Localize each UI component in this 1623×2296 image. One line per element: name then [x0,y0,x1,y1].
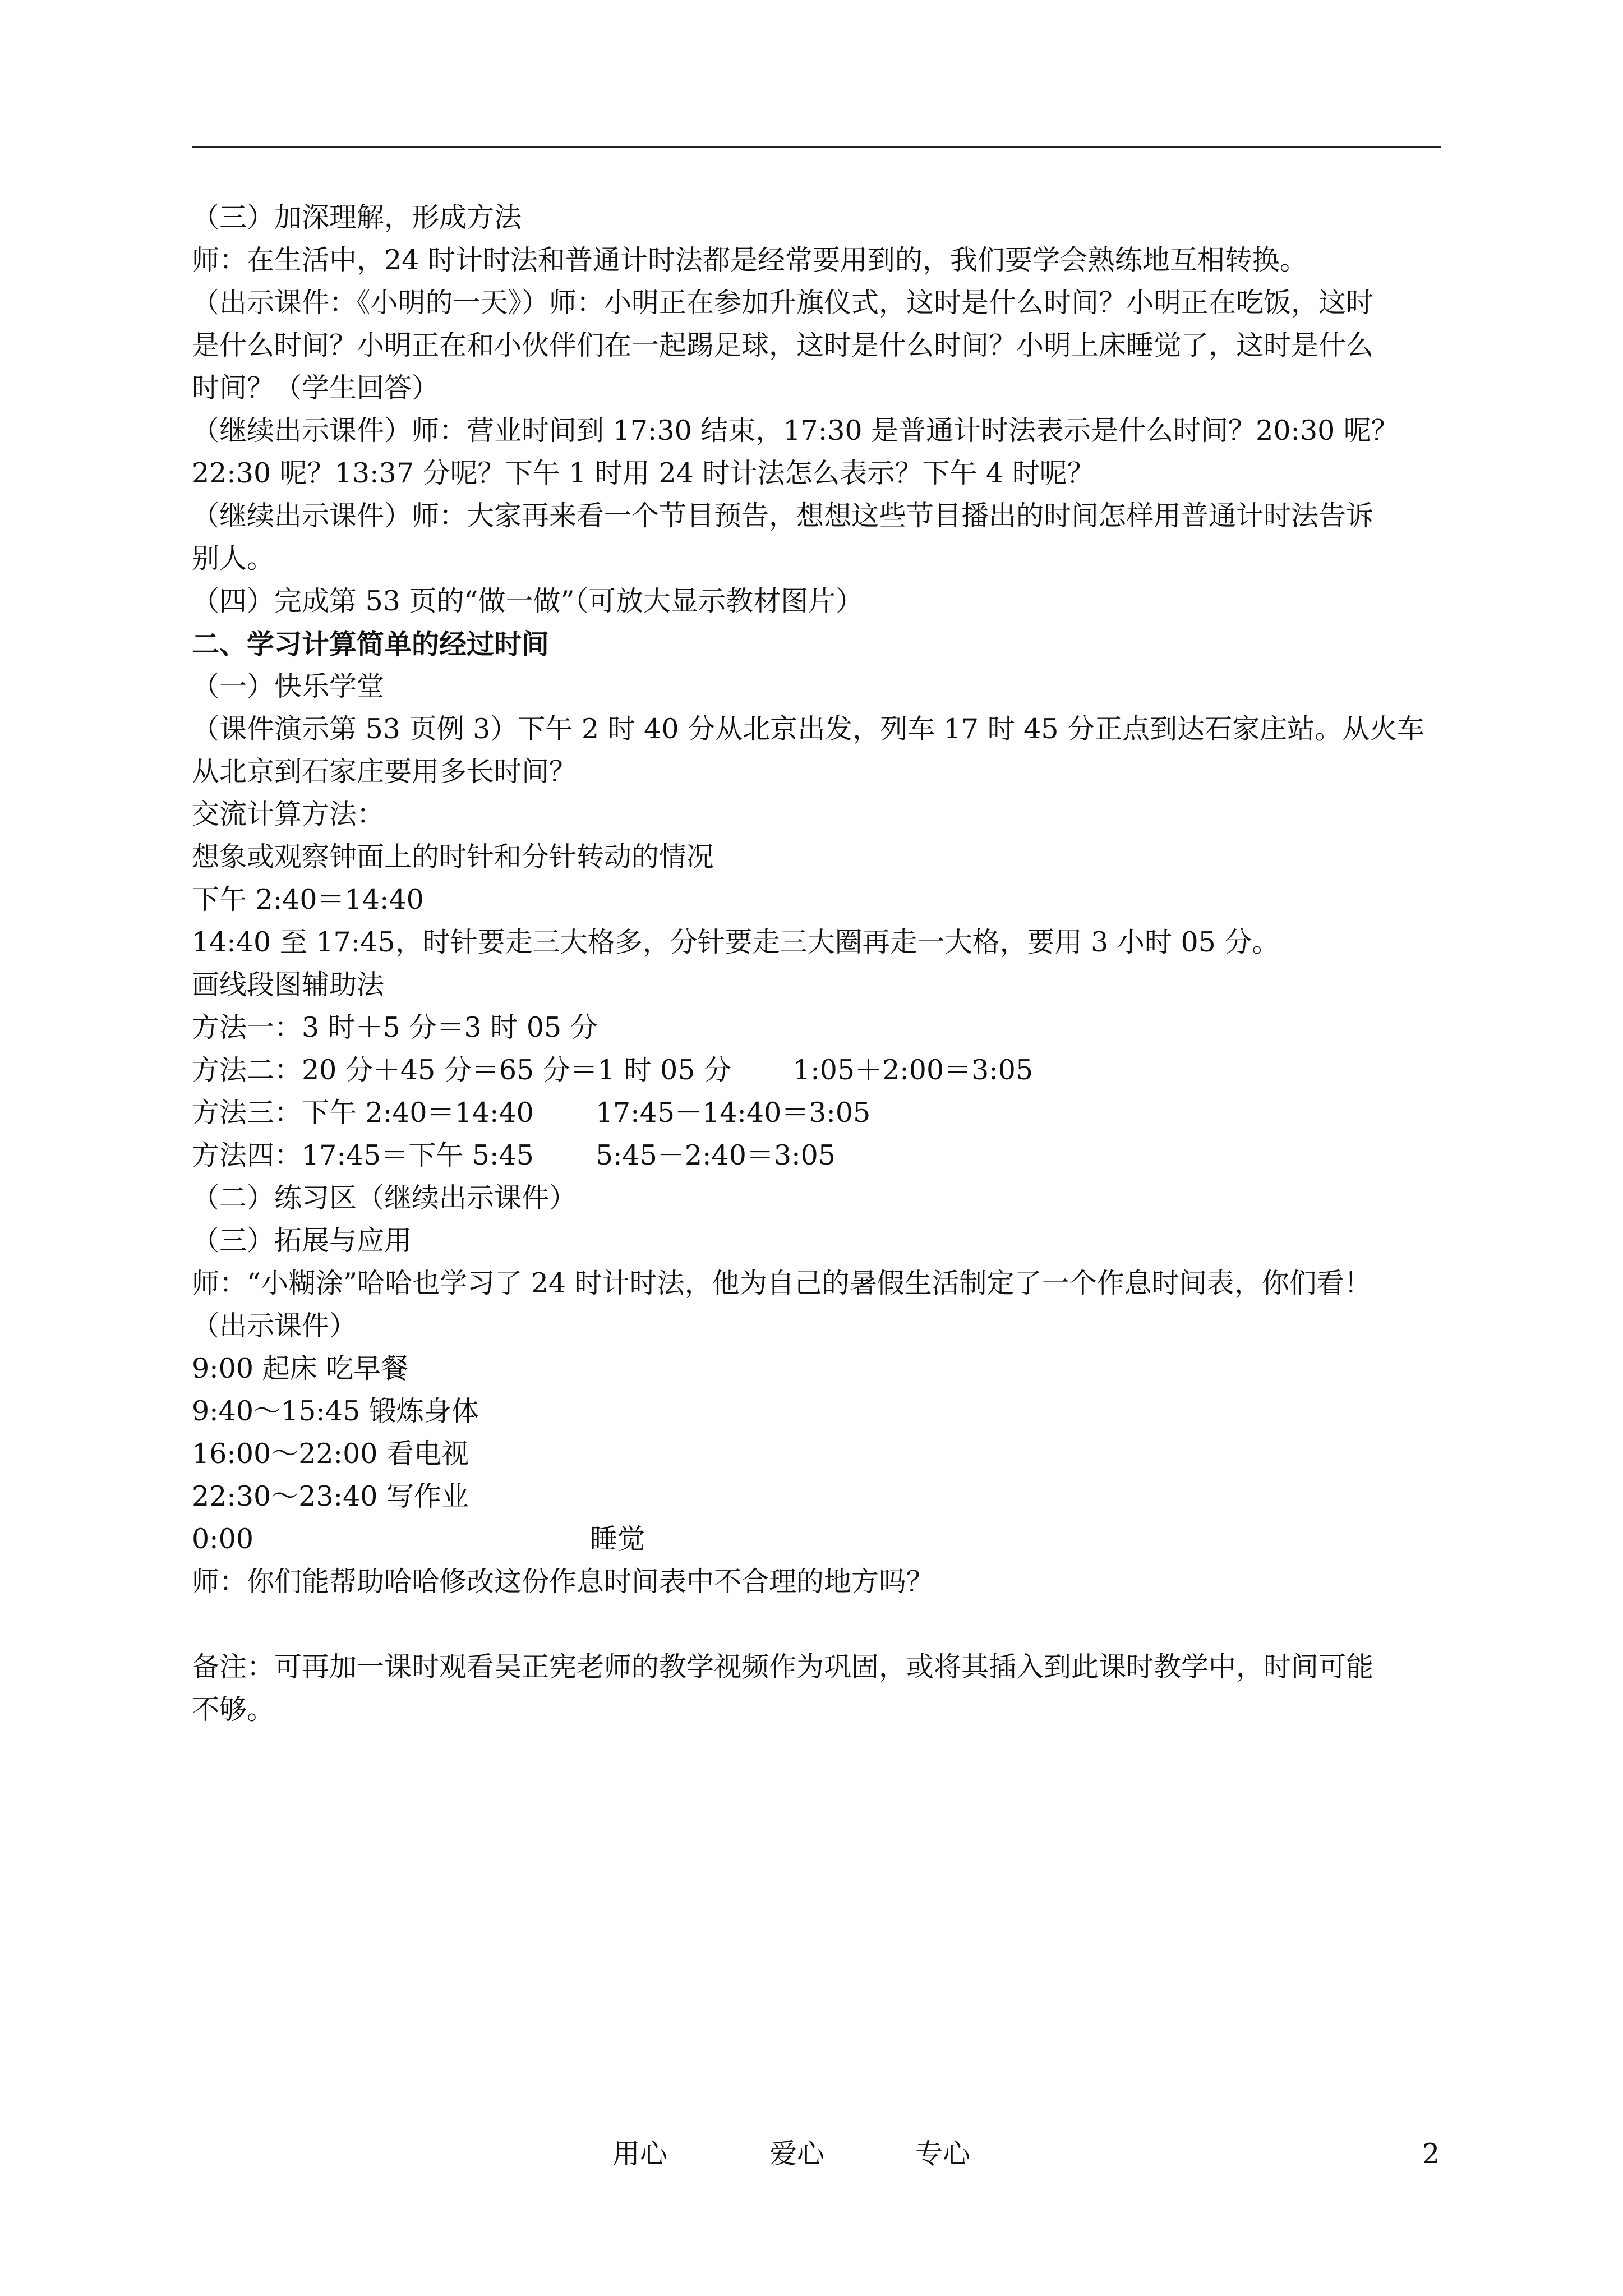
schedule-item: 9:00 起床 吃早餐 [192,1352,409,1384]
footer-motto-left: 用心 [612,2138,668,2170]
paragraph-line: 别人。 [192,542,275,574]
method-four-calc: 5:45－2:40＝3:05 [595,1139,836,1171]
schedule-item: 9:40～15:45 锻炼身体 [192,1395,479,1427]
paragraph-line: （继续出示课件）师：大家再来看一个节目预告，想想这些节目播出的时间怎样用普通计时法告诉 [192,500,1374,532]
method-two-text: 方法二：20 分＋45 分＝65 分＝1 时 05 分 [192,1054,732,1086]
method-four-text: 方法四：17:45＝下午 5:45 [192,1139,534,1171]
section-heading: （二）练习区（继续出示课件） [192,1182,577,1214]
paragraph-line: 画线段图辅助法 [192,969,385,1001]
main-heading: 二、学习计算简单的经过时间 [192,628,550,660]
section-heading: （四）完成第 53 页的“做一做”（可放大显示教材图片） [192,585,864,617]
paragraph-line: 时间？（学生回答） [192,372,440,404]
paragraph-line: （出示课件） [192,1310,357,1342]
section-heading: （三）拓展与应用 [192,1225,412,1257]
schedule-time: 0:00 [192,1523,254,1555]
method-three-text: 方法三：下午 2:40＝14:40 [192,1097,534,1129]
footer-motto-middle: 爱心 [769,2138,825,2170]
paragraph-line: 师：在生活中，24 时计时法和普通计时法都是经常要用到的，我们要学会熟练地互相转换。 [192,244,1307,276]
note-line: 不够。 [192,1694,275,1726]
method-four [192,1134,1442,1177]
paragraph-line: 从北京到石家庄要用多长时间？ [192,756,577,788]
method-two [192,1049,1442,1092]
method-one: 方法一：3 时＋5 分＝3 时 05 分 [192,1011,598,1043]
method-three-calc: 17:45－14:40＝3:05 [595,1097,871,1129]
page-number: 2 [1422,2138,1440,2170]
paragraph-line: 师：“小糊涂”哈哈也学习了 24 时计时法，他为自己的暑假生活制定了一个作息时间表，你们看！ [192,1267,1372,1299]
paragraph-line: （课件演示第 53 页例 3）下午 2 时 40 分从北京出发，列车 17 时 45 分正点到达石家庄站。从火车 [192,713,1425,745]
document-body [192,196,1442,1731]
blank-line [192,1603,1442,1646]
paragraph-line: （出示课件：《小明的一天》）师：小明正在参加升旗仪式，这时是什么时间？小明正在吃饭，这时 [192,287,1374,319]
note-line: 备注：可再加一课时观看吴正宪老师的教学视频作为巩固，或将其插入到此课时教学中，时间可能 [192,1651,1374,1683]
schedule-activity: 睡觉 [590,1523,645,1555]
header-rule [192,146,1441,148]
section-heading: （三）加深理解，形成方法 [192,201,522,233]
section-heading: （一）快乐学堂 [192,670,385,702]
paragraph-line: 下午 2:40＝14:40 [192,884,424,915]
paragraph-line: 师：你们能帮助哈哈修改这份作息时间表中不合理的地方吗？ [192,1566,934,1598]
paragraph-line: 交流计算方法： [192,798,385,830]
schedule-item: 16:00～22:00 看电视 [192,1438,469,1470]
schedule-item [192,1518,1442,1561]
method-three [192,1092,1442,1134]
schedule-item: 22:30～23:40 写作业 [192,1480,469,1512]
paragraph-line: 想象或观察钟面上的时针和分针转动的情况 [192,841,714,873]
footer-motto-right: 专心 [915,2138,971,2170]
method-two-calc: 1:05＋2:00＝3:05 [793,1054,1034,1086]
paragraph-line: （继续出示课件）师：营业时间到 17:30 结束，17:30 是普通计时法表示是什么时间？20:30 呢？ [192,415,1399,447]
paragraph-line: 22:30 呢？13:37 分呢？下午 1 时用 24 时计法怎么表示？下午 4 时呢？ [192,457,1095,489]
paragraph-line: 是什么时间？小明正在和小伙伴们在一起踢足球，这时是什么时间？小明上床睡觉了，这时是什么 [192,329,1374,361]
paragraph-line: 14:40 至 17:45，时针要走三大格多，分针要走三大圈再走一大格，要用 3 小时 05 分。 [192,926,1280,958]
